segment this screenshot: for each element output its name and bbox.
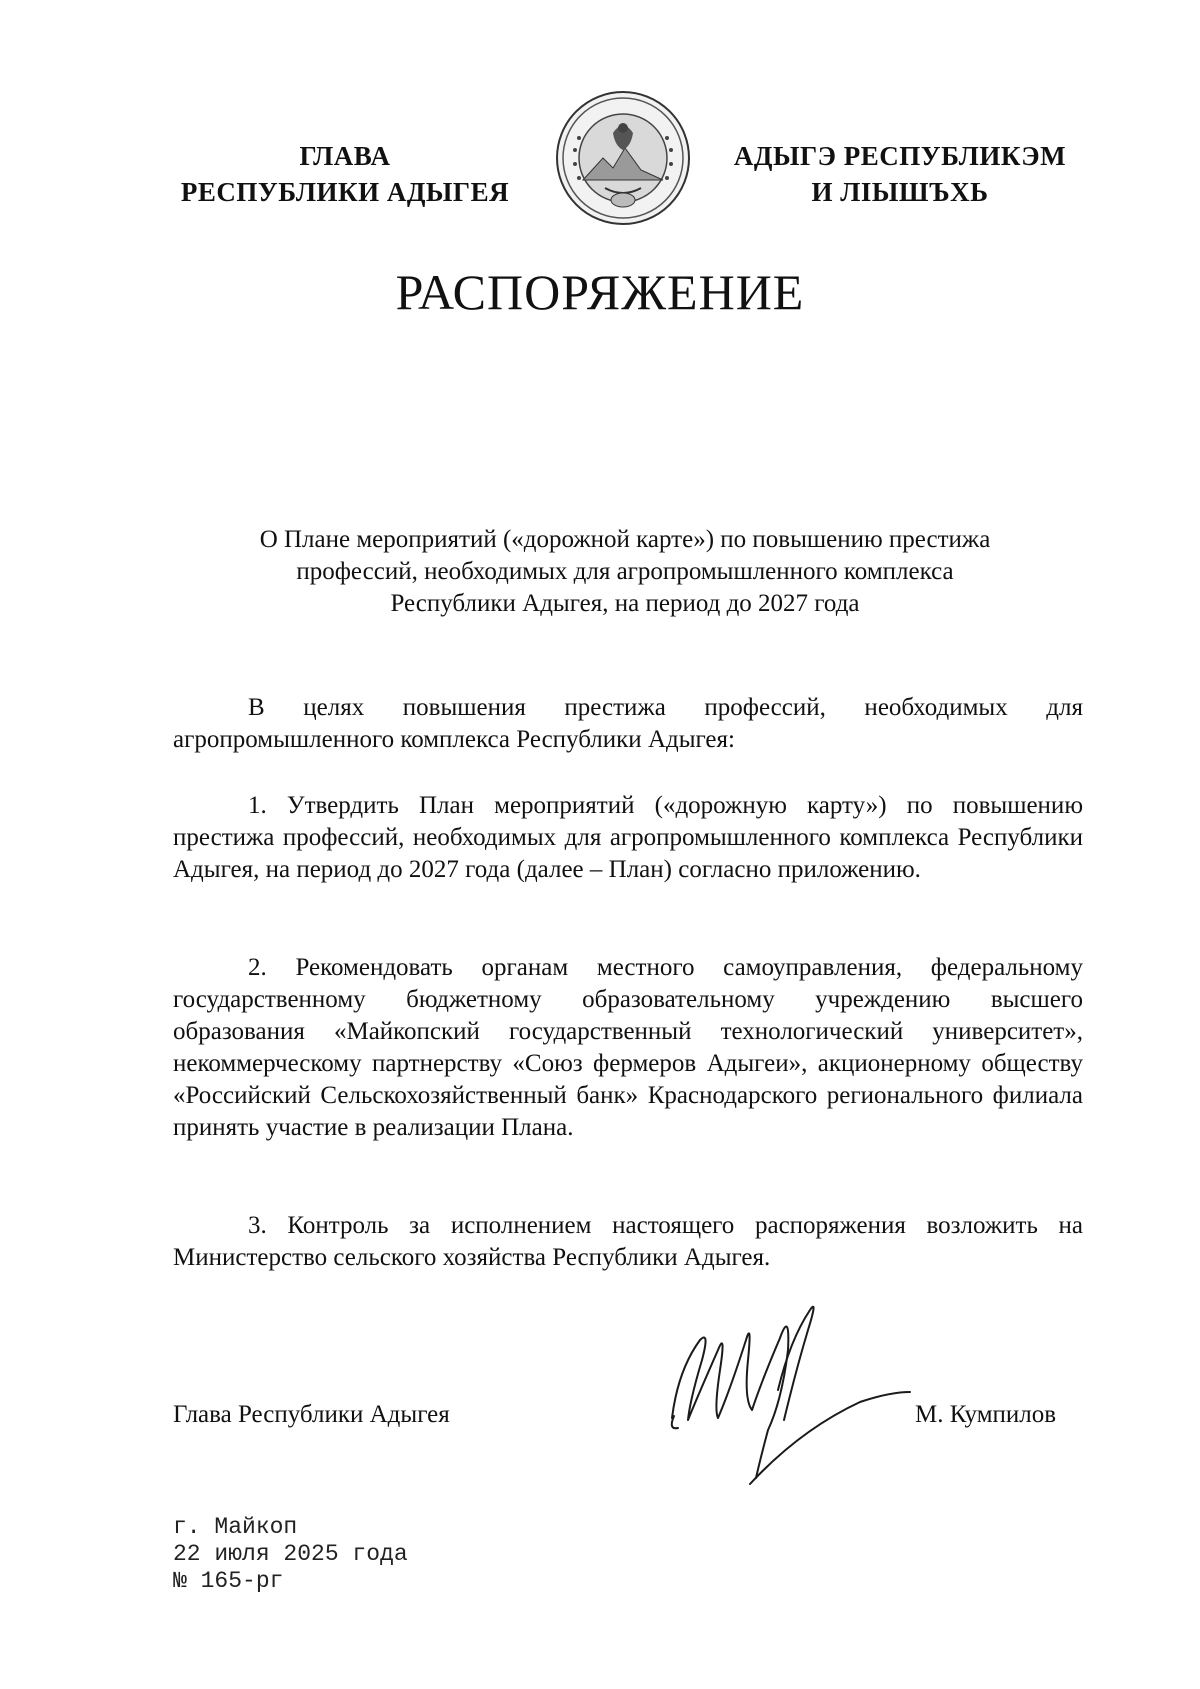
document-title: РАСПОРЯЖЕНИЕ [395, 264, 805, 320]
footer-date: 22 июля 2025 года [173, 1541, 408, 1567]
coat-of-arms-icon [553, 88, 693, 228]
handwritten-signature-icon [660, 1280, 930, 1520]
header-left-line1: ГЛАВА [299, 141, 391, 171]
item-1-paragraph: 1. Утвердить План мероприятий («дорожную карту») по повышению престижа профессий, необходимых для агропромышленного комплекса Республики Адыгея, на период до 2027 года (далее – План) согласно приложению. [173, 792, 1083, 883]
header-right [700, 138, 1100, 210]
subject-line2: профессий, необходимых для агропромышленного комплекса [296, 558, 954, 585]
item-2-paragraph: 2. Рекомендовать органам местного самоуправления, федеральному государственному бюджетному образовательному учреждению высшего образования «Майкопский государственный технологический университет», некоммерческому партнерству «Союз фермеров Адыгеи», акционерному обществу «Российский Сельскохозяйственный банк» Краснодарского регионального филиала принять участие в реализации Плана. [173, 954, 1083, 1141]
document-footer [173, 1514, 408, 1595]
header-right-line1: АДЫГЭ РЕСПУБЛИКЭМ [733, 141, 1067, 171]
header-right-line2: И ЛІЫШЪХЬ [811, 177, 989, 207]
document-subject [190, 524, 1060, 620]
footer-city: г. Майкоп [173, 1514, 298, 1540]
header-left-line2: РЕСПУБЛИКИ АДЫГЕЯ [180, 177, 510, 207]
subject-line1: О Плане мероприятий («дорожной карте») по повышению престижа [259, 526, 991, 553]
signatory-position: Глава Республики Адыгея [173, 1401, 450, 1428]
subject-line3: Республики Адыгея, на период до 2027 года [390, 590, 860, 617]
header-left [150, 138, 540, 210]
signatory-name: М. Кумпилов [915, 1401, 1057, 1428]
item-3-paragraph: 3. Контроль за исполнением настоящего распоряжения возложить на Министерство сельского хозяйства Республики Адыгея. [173, 1212, 1083, 1271]
footer-number: № 165-рг [173, 1568, 284, 1594]
intro-paragraph: В целях повышения престижа профессий, необходимых для агропромышленного комплекса Республики Адыгея: [173, 694, 1083, 753]
